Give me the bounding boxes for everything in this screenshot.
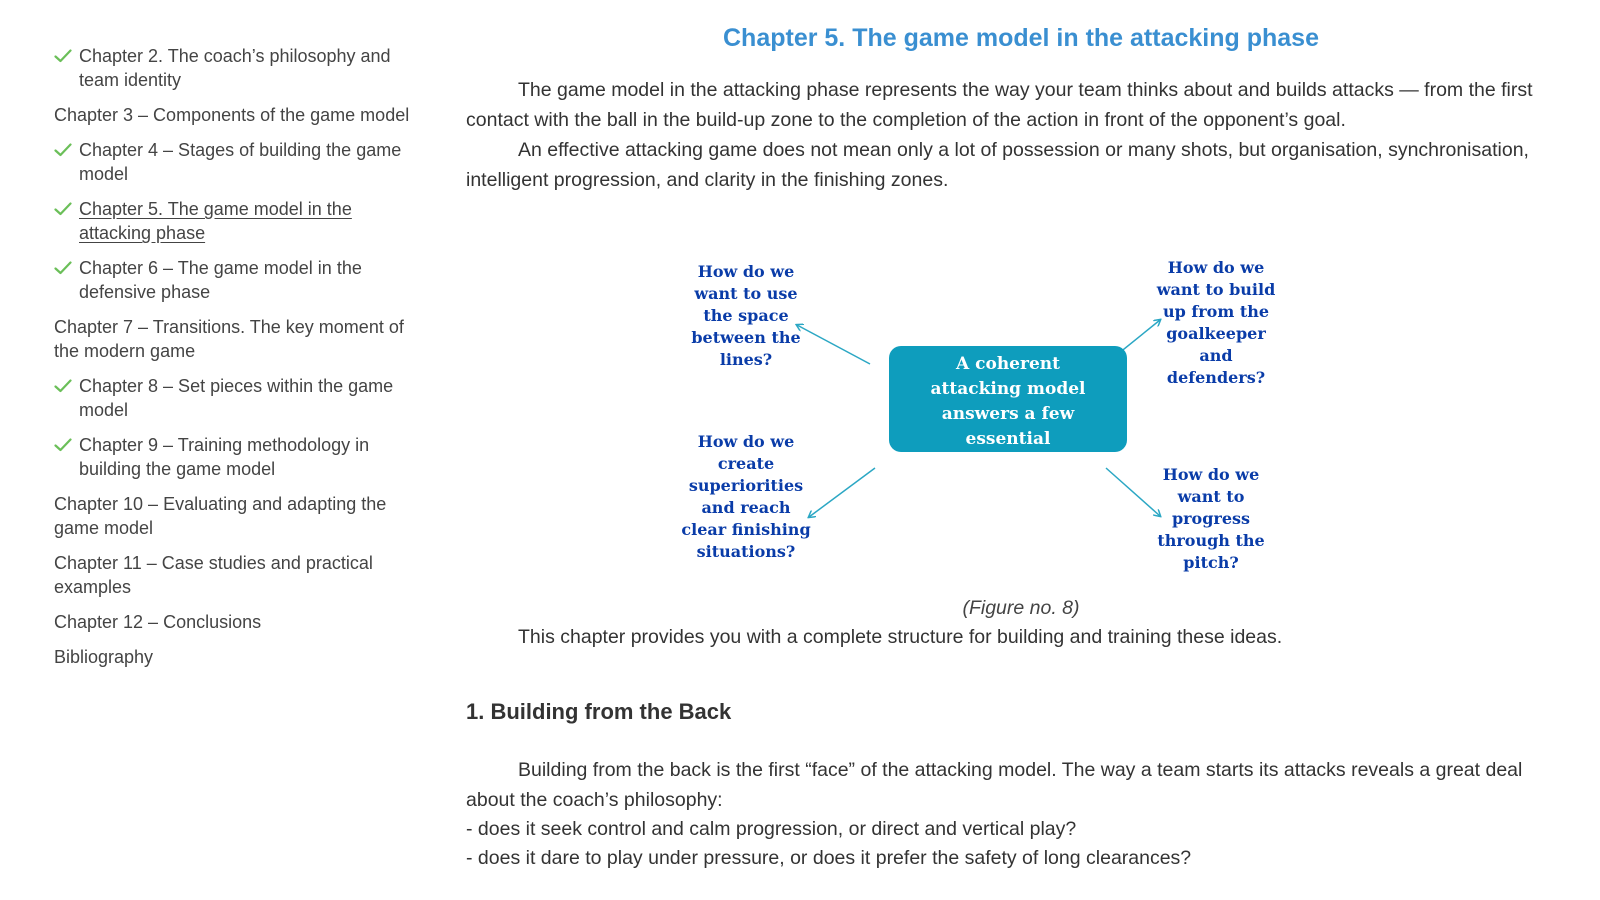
toc-item-chapter-4[interactable] — [54, 138, 414, 186]
toc-item-bibliography[interactable] — [54, 645, 414, 669]
question-top-left: How do we want to use the space between the lines? — [691, 262, 801, 369]
bullet-item: - does it dare to play under pressure, or does it prefer the safety of long clearances? — [466, 847, 1192, 869]
toc-item-label: Chapter 7 – Transitions. The key moment of the modern game — [54, 317, 404, 361]
toc-item-chapter-5-current[interactable] — [54, 197, 414, 245]
checkmark-icon — [54, 261, 72, 275]
intro-section — [466, 75, 1576, 195]
chapter-content — [466, 20, 1576, 873]
checkmark-icon — [54, 202, 72, 216]
toc-item-label: Chapter 4 – Stages of building the game model — [79, 140, 402, 184]
figure-caption: (Figure no. 8) — [962, 597, 1080, 619]
question-bottom-right: How do we want to progress through the pitch? — [1157, 465, 1265, 572]
toc-item-chapter-9[interactable] — [54, 433, 414, 481]
toc-item-label: Chapter 10 – Evaluating and adapting the game model — [54, 494, 387, 538]
toc-item-chapter-8[interactable] — [54, 374, 414, 422]
toc-item-label: Chapter 3 – Components of the game model — [54, 105, 410, 125]
section-heading: 1. Building from the Back — [466, 699, 732, 724]
toc-item-label: Chapter 2. The coach’s philosophy and team identity — [79, 46, 391, 90]
checkmark-icon — [54, 379, 72, 393]
toc-item-label: Chapter 9 – Training methodology in building the game model — [79, 435, 370, 479]
intro-paragraph: The game model in the attacking phase represents the way your team thinks about and builds attacks — from the first contact with the ball in the build-up zone to the completion of the action in front of the opponent’s goal. — [466, 79, 1533, 131]
checkmark-icon — [54, 143, 72, 157]
bullet-item: - does it seek control and calm progression, or direct and vertical play? — [466, 818, 1077, 840]
toc-item-label: Chapter 6 – The game model in the defensive phase — [79, 258, 362, 302]
question-top-right: How do we want to build up from the goalkeeper and defenders? — [1156, 258, 1276, 387]
checkmark-icon — [54, 438, 72, 452]
checkmark-icon — [54, 49, 72, 63]
toc-item-chapter-7[interactable] — [54, 315, 414, 363]
toc-item-label: Chapter 5. The game model in the attacking phase — [79, 199, 352, 243]
toc-item-chapter-2[interactable] — [54, 44, 414, 92]
toc-item-chapter-6[interactable] — [54, 256, 414, 304]
central-topic-box: A coherent attacking model answers a few essential — [889, 346, 1127, 452]
question-bottom-left: How do we create superiorities and reach clear finishing situations? — [681, 432, 811, 561]
table-of-contents — [54, 44, 414, 680]
toc-item-chapter-12[interactable] — [54, 610, 414, 634]
toc-item-chapter-11[interactable] — [54, 551, 414, 599]
toc-item-label: Chapter 8 – Set pieces within the game model — [79, 376, 394, 420]
chapter-title: Chapter 5. The game model in the attacking phase — [723, 24, 1319, 52]
toc-item-label: Chapter 11 – Case studies and practical examples — [54, 553, 373, 597]
after-figure-paragraph: This chapter provides you with a complete structure for building and training these ideas. — [518, 626, 1283, 648]
toc-item-label: Bibliography — [54, 647, 154, 667]
section-body — [466, 755, 1576, 873]
mind-map-figure — [466, 240, 1576, 592]
section-paragraph: Building from the back is the first “face” of the attacking model. The way a team starts its attacks reveals a great deal about the coach’s philosophy: — [466, 759, 1523, 811]
intro-paragraph: An effective attacking game does not mean only a lot of possession or many shots, but organisation, synchronisation, intelligent progression, and clarity in the finishing zones. — [466, 139, 1529, 191]
toc-item-chapter-3[interactable] — [54, 103, 414, 127]
toc-item-chapter-10[interactable] — [54, 492, 414, 540]
toc-item-label: Chapter 12 – Conclusions — [54, 612, 262, 632]
connector-bottom-left — [809, 468, 875, 517]
